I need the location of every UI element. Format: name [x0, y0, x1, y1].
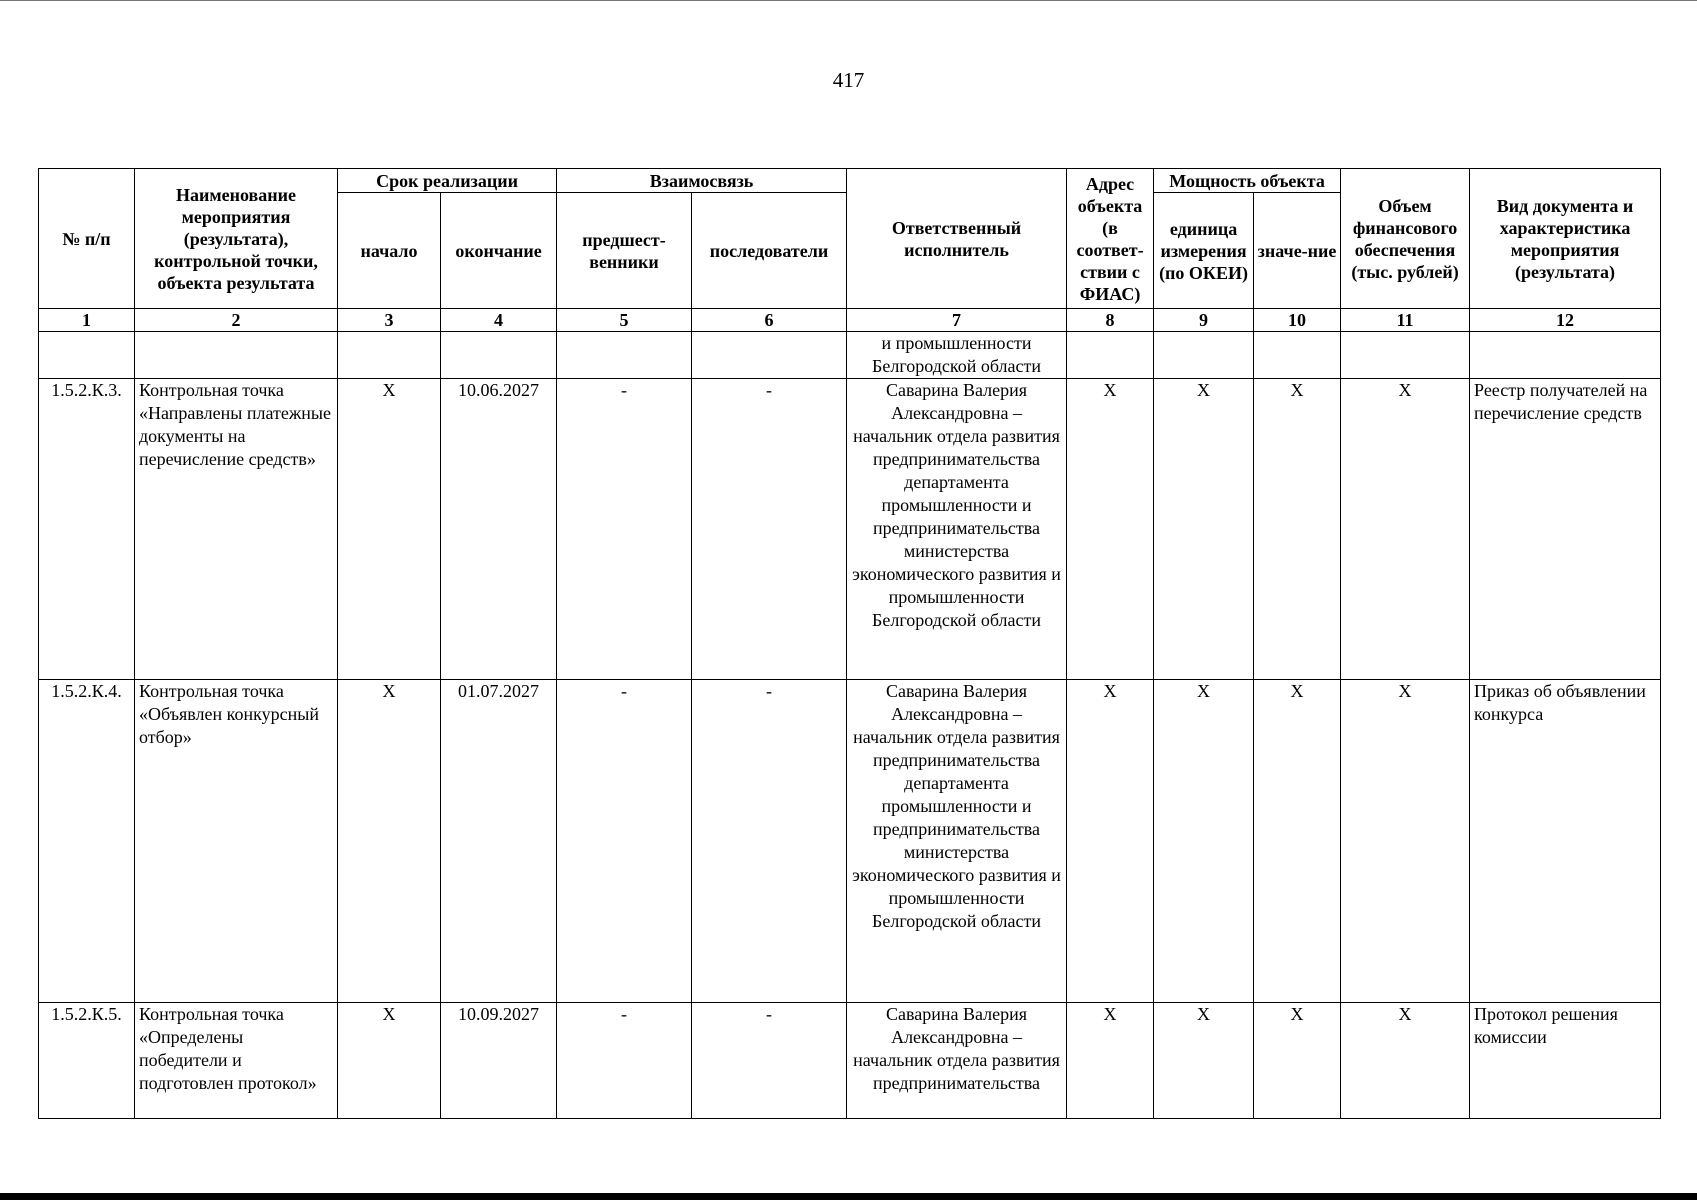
column-number: 11 — [1341, 309, 1470, 332]
cell-empty — [1470, 332, 1661, 379]
header-doc: Вид документа и характеристика мероприятия (результата) — [1470, 169, 1661, 309]
cell-name: Контрольная точка «Определены победители и подготовлен протокол» — [135, 1003, 338, 1119]
cell-succ: - — [692, 680, 847, 1003]
cell-empty — [39, 332, 135, 379]
column-number: 1 — [39, 309, 135, 332]
cell-end: 01.07.2027 — [441, 680, 557, 1003]
cell-succ: - — [692, 379, 847, 680]
page-number: 417 — [832, 68, 865, 92]
cell-pred: - — [557, 680, 692, 1003]
header-executor: Ответственный исполнитель — [847, 169, 1067, 309]
cell-end: 10.06.2027 — [441, 379, 557, 680]
header-num: № п/п — [39, 169, 135, 309]
header-capacity-value: значе-ние — [1254, 193, 1341, 309]
cell-empty — [557, 332, 692, 379]
cell-id: 1.5.2.К.3. — [39, 379, 135, 680]
cell-empty — [338, 332, 441, 379]
column-number: 2 — [135, 309, 338, 332]
cell-finance: X — [1341, 680, 1470, 1003]
column-number: 3 — [338, 309, 441, 332]
cell-executor: и промышленности Белгородской области — [847, 332, 1067, 379]
cell-name: Контрольная точка «Направлены платежные документы на перечисление средств» — [135, 379, 338, 680]
cell-doc: Приказ об объявлении конкурса — [1470, 680, 1661, 1003]
header-name: Наименование мероприятия (результата), контрольной точки, объекта результата — [135, 169, 338, 309]
cell-succ: - — [692, 1003, 847, 1119]
cell-value: X — [1254, 680, 1341, 1003]
cell-empty — [1154, 332, 1254, 379]
header-link-succ: последователи — [692, 193, 847, 309]
cell-address: X — [1067, 1003, 1154, 1119]
header-finance: Объем финансового обеспечения (тыс. рублей) — [1341, 169, 1470, 309]
cell-executor: Саварина Валерия Александровна – начальник отдела развития предпринимательства департамента промышленности и предпринимательства министерства экономического развития и промышленности Белгородской области — [847, 680, 1067, 1003]
cell-start: X — [338, 680, 441, 1003]
cell-unit: X — [1154, 1003, 1254, 1119]
header-capacity-group: Мощность объекта — [1154, 169, 1341, 193]
header-capacity-unit: единица измерения (по ОКЕИ) — [1154, 193, 1254, 309]
cell-empty — [135, 332, 338, 379]
scan-bottom-edge — [0, 1193, 1697, 1200]
cell-address: X — [1067, 379, 1154, 680]
cell-executor: Саварина Валерия Александровна – начальник отдела развития предпринимательства департамента промышленности и предпринимательства министерства экономического развития и промышленности Белгородской области — [847, 379, 1067, 680]
column-number-row — [39, 309, 1661, 332]
cell-doc: Реестр получателей на перечисление средств — [1470, 379, 1661, 680]
table-row-continuation — [39, 332, 1661, 379]
column-number: 5 — [557, 309, 692, 332]
header-link-pred: предшест-венники — [557, 193, 692, 309]
cell-start: X — [338, 1003, 441, 1119]
cell-value: X — [1254, 379, 1341, 680]
cell-empty — [1341, 332, 1470, 379]
column-number: 9 — [1154, 309, 1254, 332]
cell-end: 10.09.2027 — [441, 1003, 557, 1119]
cell-executor: Саварина Валерия Александровна – начальник отдела развития предпринимательства — [847, 1003, 1067, 1119]
header-row-1 — [39, 169, 1661, 193]
table-row — [39, 379, 1661, 680]
cell-value: X — [1254, 1003, 1341, 1119]
cell-address: X — [1067, 680, 1154, 1003]
cell-empty — [1254, 332, 1341, 379]
header-address: Адрес объекта (в соответ-ствии с ФИАС) — [1067, 169, 1154, 309]
cell-name: Контрольная точка «Объявлен конкурсный отбор» — [135, 680, 338, 1003]
header-term-end: окончание — [441, 193, 557, 309]
column-number: 4 — [441, 309, 557, 332]
cell-doc: Протокол решения комиссии — [1470, 1003, 1661, 1119]
cell-pred: - — [557, 1003, 692, 1119]
cell-unit: X — [1154, 680, 1254, 1003]
header-link-group: Взаимосвязь — [557, 169, 847, 193]
cell-pred: - — [557, 379, 692, 680]
cell-empty — [1067, 332, 1154, 379]
column-number: 7 — [847, 309, 1067, 332]
plan-table — [38, 168, 1661, 1119]
column-number: 8 — [1067, 309, 1154, 332]
column-number: 10 — [1254, 309, 1341, 332]
header-term-group: Срок реализации — [338, 169, 557, 193]
column-number: 12 — [1470, 309, 1661, 332]
cell-finance: X — [1341, 1003, 1470, 1119]
table-row — [39, 1003, 1661, 1119]
cell-finance: X — [1341, 379, 1470, 680]
column-number: 6 — [692, 309, 847, 332]
cell-empty — [692, 332, 847, 379]
cell-unit: X — [1154, 379, 1254, 680]
header-term-start: начало — [338, 193, 441, 309]
cell-empty — [441, 332, 557, 379]
cell-id: 1.5.2.К.4. — [39, 680, 135, 1003]
cell-id: 1.5.2.К.5. — [39, 1003, 135, 1119]
scan-top-edge — [0, 0, 1697, 1]
table-row — [39, 680, 1661, 1003]
cell-start: X — [338, 379, 441, 680]
